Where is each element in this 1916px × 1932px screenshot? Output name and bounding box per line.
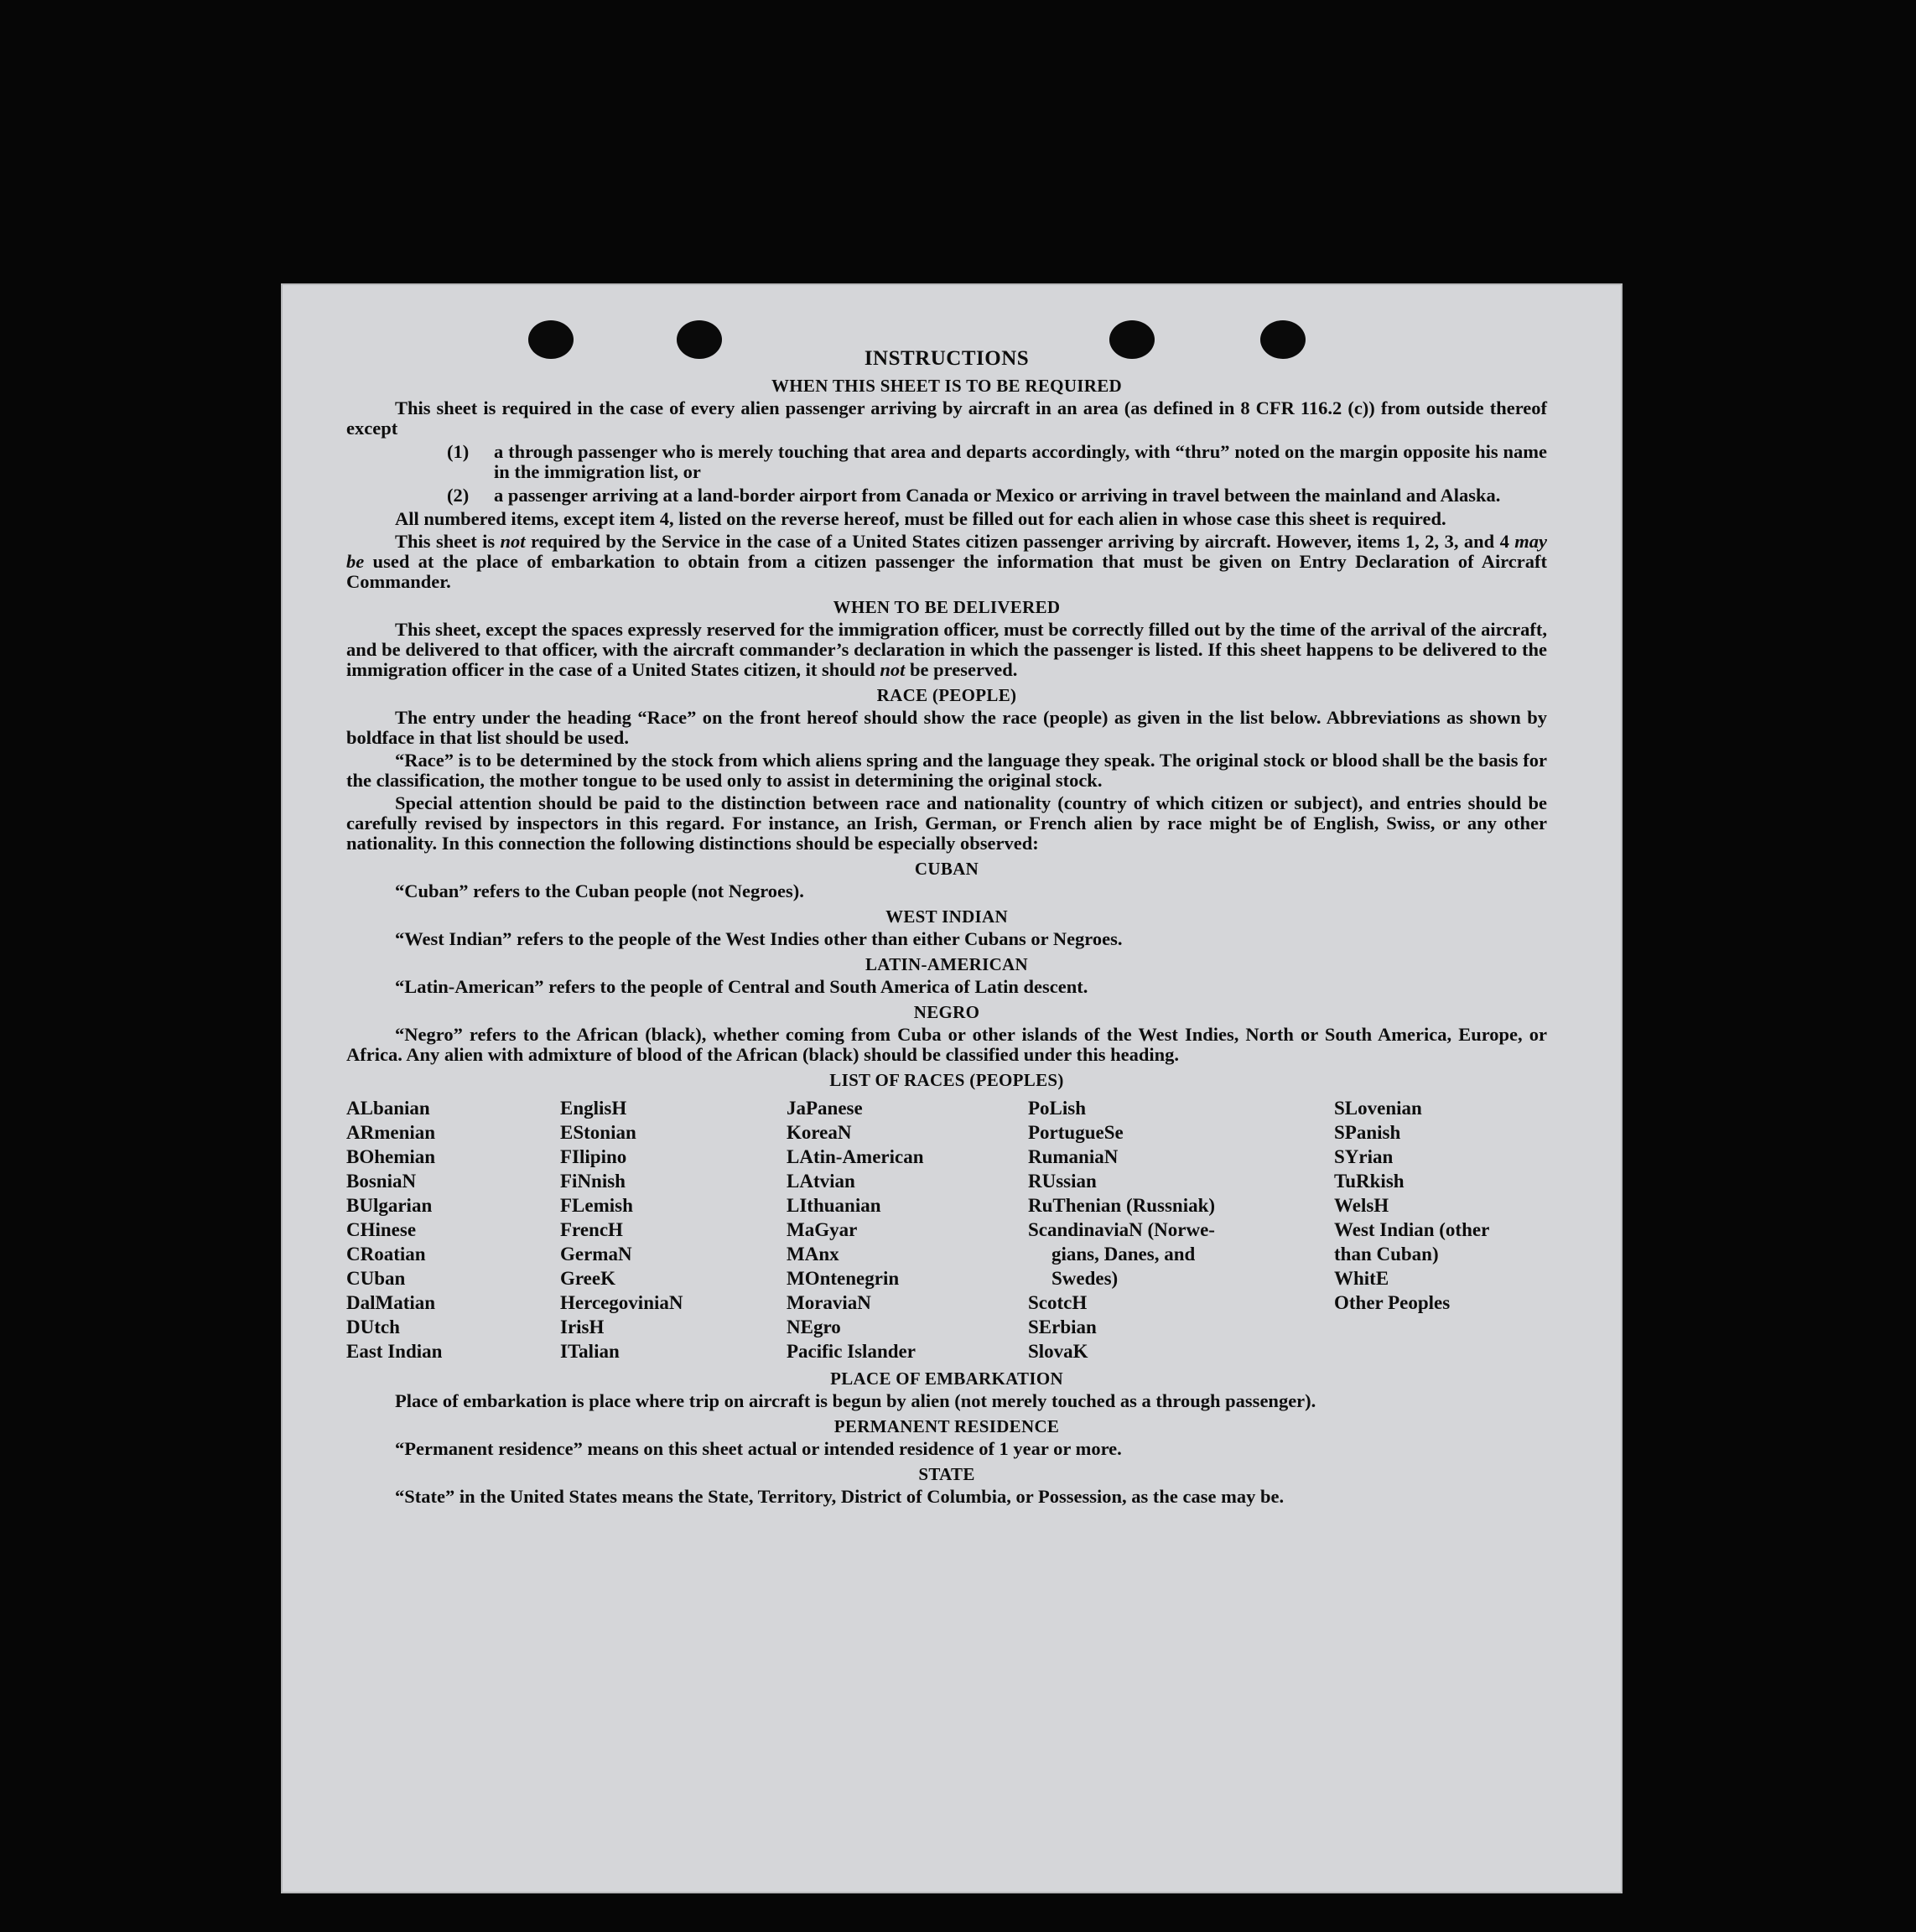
punch-hole: [677, 320, 722, 359]
race-entry: DalMatian: [346, 1292, 436, 1313]
punch-hole: [1260, 320, 1306, 359]
race-entry: GreeK: [560, 1268, 615, 1289]
section-heading-negro: NEGRO: [913, 1002, 980, 1022]
race-paragraph-1: The entry under the heading “Race” on the front hereof should show the race (people) as given in the list below. Abbreviations as shown by boldface in that list should be used.: [346, 707, 1547, 748]
race-entry: LIthuanian: [787, 1195, 881, 1216]
instruction-sheet: [281, 283, 1623, 1893]
section-heading-when-delivered: WHEN TO BE DELIVERED: [833, 597, 1061, 617]
race-entry: SYrian: [1334, 1146, 1394, 1167]
when-delivered-paragraph: This sheet, except the spaces expressly reserved for the immigration officer, must be correctly filled out by the time of the arrival of the aircraft, and be delivered to that officer, with the aircraft commander’s declaration in which the passenger is listed. If this sheet happens to be delivered to the immigration officer in the case of a United States citizen, it should not be preserved.: [346, 619, 1547, 680]
race-column: [560, 1096, 787, 1363]
race-entry: LAtin-American: [787, 1146, 924, 1167]
embarkation-paragraph: Place of embarkation is place where trip on aircraft is begun by alien (not merely touched as a through passenger).: [395, 1390, 1316, 1411]
race-paragraph-2: “Race” is to be determined by the stock from which aliens spring and the language they speak. The original stock or blood shall be the basis for the classification, the mother tongue to be used only to assist in determining the original stock.: [346, 750, 1547, 791]
section-heading-residence: PERMANENT RESIDENCE: [833, 1416, 1060, 1436]
exception-number: (1): [447, 441, 470, 462]
race-entry: CRoatian: [346, 1244, 426, 1265]
section-heading-list-of-races: LIST OF RACES (PEOPLES): [829, 1070, 1064, 1090]
race-entry: WelsH: [1334, 1195, 1389, 1216]
race-entry: NEgro: [787, 1317, 841, 1337]
race-entry: BosniaN: [346, 1171, 417, 1192]
race-entry: EStonian: [560, 1122, 636, 1143]
race-entry: CUban: [346, 1268, 406, 1289]
exception-text: a passenger arriving at a land-border airport from Canada or Mexico or arriving in travel between the mainland and Alaska.: [494, 485, 1501, 506]
exception-number: (2): [447, 485, 470, 506]
race-entry: PoLish: [1028, 1098, 1087, 1119]
race-entry: East Indian: [346, 1341, 443, 1362]
race-entry: TuRkish: [1334, 1171, 1405, 1192]
section-heading-embarkation: PLACE OF EMBARKATION: [830, 1368, 1063, 1389]
race-entry: FrencH: [560, 1219, 623, 1240]
race-entry: FiNnish: [560, 1171, 626, 1192]
section-heading-race: RACE (PEOPLE): [876, 685, 1017, 705]
page-title: INSTRUCTIONS: [864, 347, 1030, 370]
numbered-items-paragraph: All numbered items, except item 4, listed on the reverse hereof, must be filled out for each alien in whose case this sheet is required.: [395, 508, 1446, 529]
race-entry: GermaN: [560, 1244, 632, 1265]
punch-hole: [1109, 320, 1155, 359]
section-heading-state: STATE: [918, 1464, 975, 1484]
race-entry: Pacific Islander: [787, 1341, 916, 1362]
race-entry: FIlipino: [560, 1146, 627, 1167]
race-entry: MaGyar: [787, 1219, 858, 1240]
state-paragraph: “State” in the United States means the State, Territory, District of Columbia, or Possession, as the case may be.: [395, 1486, 1285, 1507]
race-entry: BOhemian: [346, 1146, 436, 1167]
race-entry: IrisH: [560, 1317, 605, 1337]
exception-item: [447, 442, 1547, 482]
race-entry: ScotcH: [1028, 1292, 1088, 1313]
race-entry: WhitE: [1334, 1268, 1389, 1289]
race-entry: ITalian: [560, 1341, 620, 1362]
race-entry: RumaniaN: [1028, 1146, 1119, 1167]
race-entry: CHinese: [346, 1219, 417, 1240]
race-entry: SErbian: [1028, 1317, 1097, 1337]
race-entry: ScandinaviaN (Norwe-: [1028, 1219, 1215, 1240]
race-entry: DUtch: [346, 1317, 400, 1337]
race-entry: LAtvian: [787, 1171, 855, 1192]
when-required-intro: This sheet is required in the case of every alien passenger arriving by aircraft in an area (as defined in 8 CFR 116.2 (c)) from outside thereof except: [346, 397, 1547, 439]
citizen-paragraph: This sheet is not required by the Service in the case of a United States citizen passenger arriving by aircraft. However, items 1, 2, 3, and 4 may be used at the place of embarkation to obtain from a citizen passenger the information that must be given on Entry Declaration of Aircraft Commander.: [346, 531, 1547, 592]
race-entry: PortugueSe: [1028, 1122, 1124, 1143]
race-entry: MoraviaN: [787, 1292, 871, 1313]
race-entry: ARmenian: [346, 1122, 436, 1143]
race-entry: than Cuban): [1334, 1244, 1439, 1265]
race-entry: FLemish: [560, 1195, 633, 1216]
race-entry: RUssian: [1028, 1171, 1097, 1192]
race-entry: MOntenegrin: [787, 1268, 900, 1289]
residence-paragraph: “Permanent residence” means on this sheet actual or intended residence of 1 year or more.: [395, 1438, 1122, 1459]
race-entry: SLovenian: [1334, 1098, 1422, 1119]
race-entry: gians, Danes, and: [1051, 1244, 1196, 1265]
race-entry: KoreaN: [787, 1122, 852, 1143]
section-heading-when-required: WHEN THIS SHEET IS TO BE REQUIRED: [771, 376, 1122, 396]
negro-paragraph: “Negro” refers to the African (black), whether coming from Cuba or other islands of the West Indies, North or South America, Europe, or Africa. Any alien with admixture of blood of the African (black) should be classified under this heading.: [346, 1024, 1547, 1065]
race-entry: SlovaK: [1028, 1341, 1088, 1362]
race-entry: JaPanese: [787, 1098, 863, 1119]
race-entry: MAnx: [787, 1244, 839, 1265]
race-entry: RuThenian (Russniak): [1028, 1195, 1216, 1216]
section-heading-cuban: CUBAN: [914, 859, 979, 879]
race-entry: West Indian (other: [1334, 1219, 1490, 1240]
race-entry: BUlgarian: [346, 1195, 433, 1216]
cuban-paragraph: “Cuban” refers to the Cuban people (not Negroes).: [395, 880, 804, 901]
west-indian-paragraph: “West Indian” refers to the people of the West Indies other than either Cubans or Negroes.: [395, 928, 1123, 949]
race-entry: EnglisH: [560, 1098, 627, 1119]
race-entry: Other Peoples: [1334, 1292, 1451, 1313]
race-entry: Swedes): [1051, 1268, 1119, 1289]
race-column: [346, 1096, 560, 1363]
exception-item: [447, 486, 1547, 506]
section-heading-latin-american: LATIN-AMERICAN: [865, 954, 1028, 974]
race-column: [787, 1096, 1028, 1363]
latin-american-paragraph: “Latin-American” refers to the people of Central and South America of Latin descent.: [395, 976, 1088, 997]
exception-text: a through passenger who is merely touching that area and departs accordingly, with “thru” noted on the margin opposite his name in the immigration list, or: [494, 441, 1547, 482]
race-entry: SPanish: [1334, 1122, 1401, 1143]
race-column: [1334, 1096, 1544, 1363]
race-entry: ALbanian: [346, 1098, 430, 1119]
race-paragraph-3: Special attention should be paid to the distinction between race and nationality (country of which citizen or subject), and entries should be carefully revised by inspectors in this regard. For instance, an Irish, German, or French alien by race might be of English, Swiss, or any other nationality. In this connection the following distinctions should be especially observed:: [346, 792, 1547, 854]
race-entry: HercegoviniaN: [560, 1292, 683, 1313]
race-list: [346, 1096, 1547, 1363]
punch-hole: [528, 320, 574, 359]
section-heading-west-indian: WEST INDIAN: [885, 906, 1008, 927]
race-column: [1028, 1096, 1334, 1363]
